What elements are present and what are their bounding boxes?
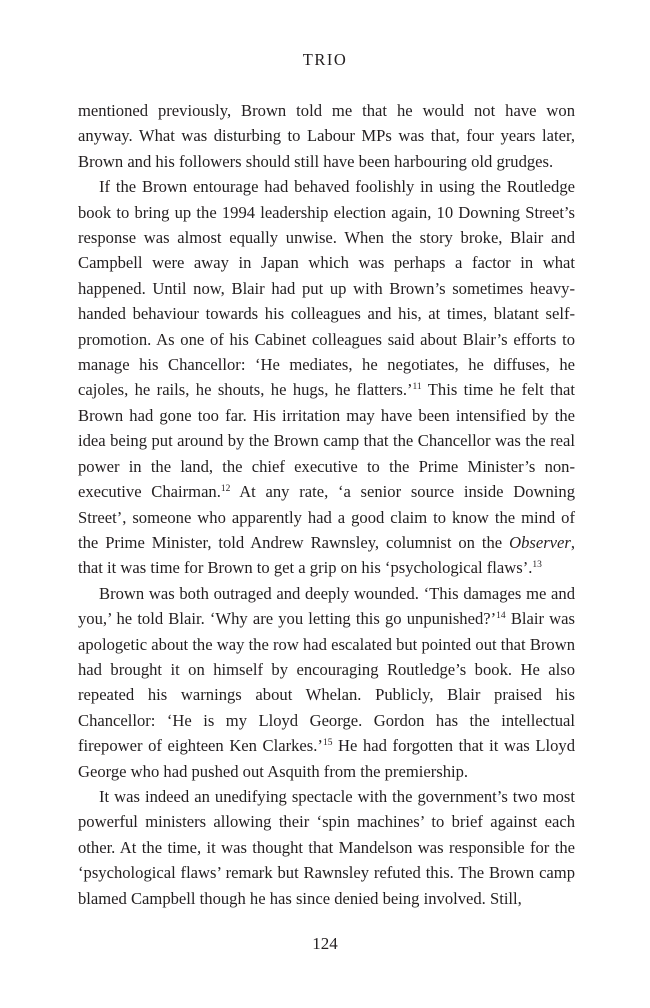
text-run: Brown was both outraged and deeply wounded. ‘This damages me and you,’ he told Blair. ‘Why are you letting this go unpunished?’ [78,583,575,629]
running-head: TRIO [302,50,348,69]
paragraph [78,174,575,581]
text-run: It was indeed an unedifying spectacle with the government’s two most powerful ministers allowing their ‘spin machines’ to brief against each other. At the time, it was thought that Mandelson was responsible for the ‘psychological flaws’ remark but Rawnsley refuted this. The Brown camp blamed Campbell though he has since denied being involved. Still, [78,786,575,908]
paragraph [78,784,575,911]
text-run: This time he felt that Brown had gone too far. His irritation may have been intensified by the idea being put around by the Brown camp that the Chancellor was the real power in the land, the chief executive to the Prime Minister’s non-executive Chairman. [78,380,575,502]
footnote-ref: 11 [412,382,422,393]
text-run: Blair was apologetic about the way the row had escalated but pointed out that Brown had brought it on himself by encouraging Routledge’s book. He also repeated his warnings about Whelan. Publicly, Blair praised his Chancellor: ‘He is my Lloyd George. Gordon has the intellectual firepower of eighteen Ken Clarkes.’ [78,609,575,756]
footnote-ref: 12 [220,484,231,495]
italic-text: Observer [509,532,571,552]
footnote-ref: 13 [532,560,542,571]
text-run: At any rate, ‘a senior source inside Downing Street’, someone who apparently had a good claim to know the mind of the Prime Minister, told Andrew Rawnsley, columnist on the [78,482,575,552]
paragraph [78,581,575,784]
text-run: If the Brown entourage had behaved foolishly in using the Routledge book to bring up the 1994 leadership election again, 10 Downing Street’s response was almost equally unwise. When the story broke, Blair and Campbell were away in Japan which was perhaps a factor in what happened. Until now, Blair had put up with Brown’s sometimes heavy-handed behaviour towards his colleagues and his, at times, blatant self-promotion. As one of his Cabinet colleagues said about Blair’s efforts to manage his Chancellor: ‘He mediates, he negotiates, he diffuses, he cajoles, he rails, he shouts, he hugs, he flatters.’ [78,177,575,400]
text-run: mentioned previously, Brown told me that he would not have won anyway. What was disturbing to Labour MPs was that, four years later, Brown and his followers should still have been harbouring old grudges. [78,101,575,171]
footnote-ref: 14 [496,611,506,622]
body-text [78,98,575,911]
paragraph [78,98,575,174]
page-number: 124 [312,934,338,953]
text-run: , that it was time for Brown to get a grip on his ‘psychological flaws’. [78,532,575,578]
text-run: He had forgotten that it was Lloyd George who had pushed out Asquith from the premiership. [78,736,575,781]
footnote-ref: 15 [322,738,333,749]
